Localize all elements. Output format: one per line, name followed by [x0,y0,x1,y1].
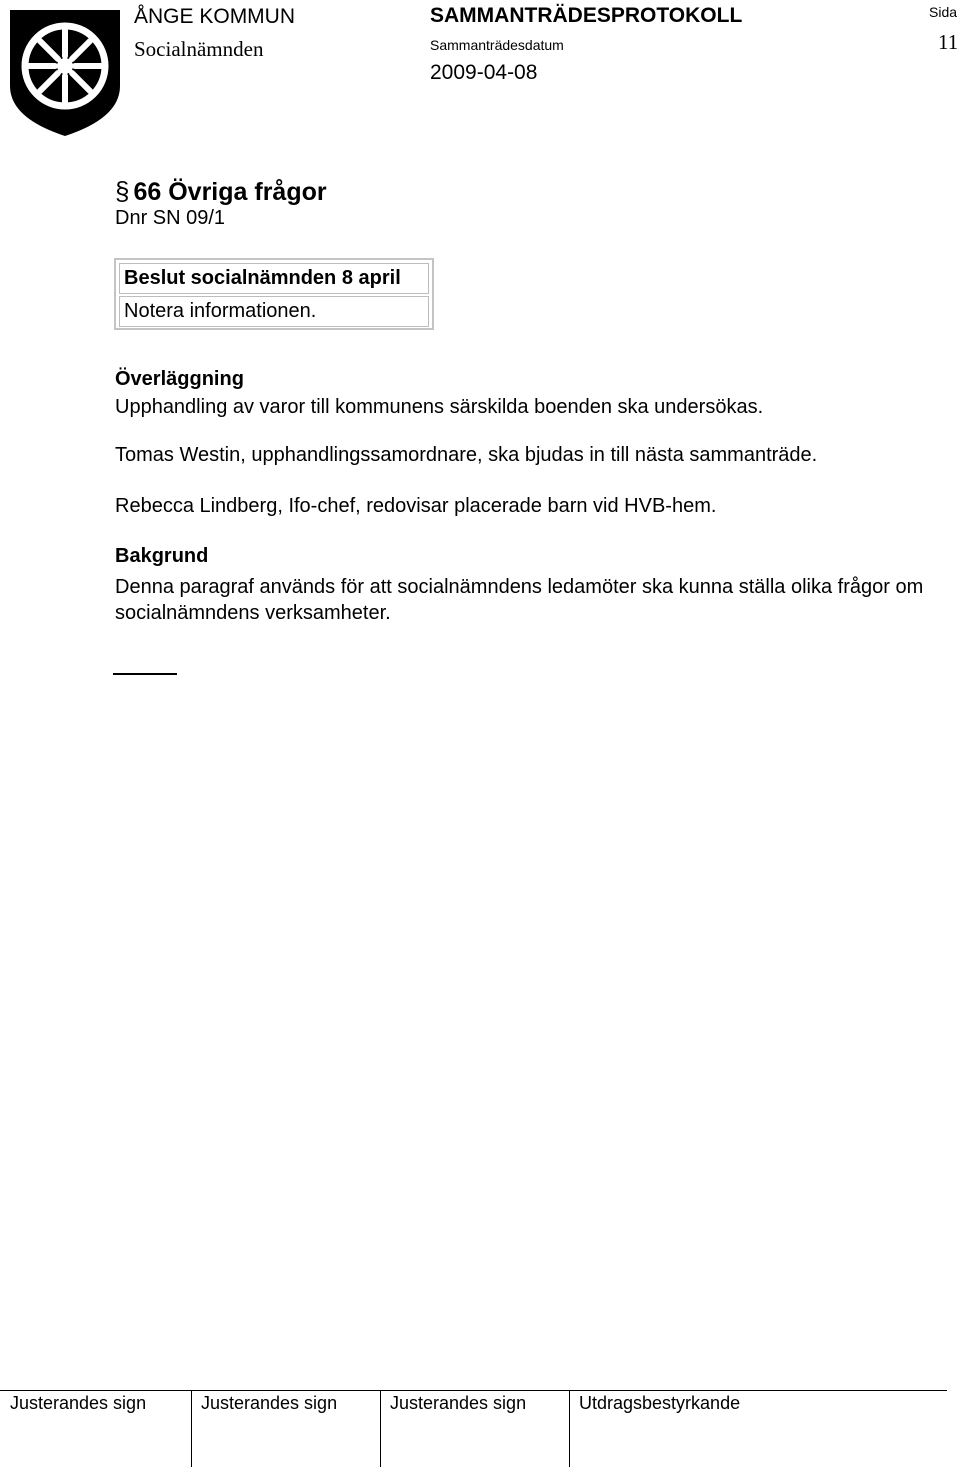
decision-box [114,258,434,330]
municipal-crest-wheel-icon [8,8,122,138]
footer-signature-label: Justerandes sign [390,1393,527,1413]
deliberation-paragraph: Tomas Westin, upphandlingssamordnare, ska bjudas in till nästa sammanträde. [115,444,818,466]
section-title: 66 Övriga frågor [133,178,327,206]
case-number: Dnr SN 09/1 [115,207,226,229]
footer-certification-cell [569,1391,947,1469]
footer-certification-label: Utdragsbestyrkande [579,1393,741,1413]
footer-signature-cell [0,1391,191,1469]
deliberation-paragraph: Rebecca Lindberg, Ifo-chef, redovisar placerade barn vid HVB-hem. [115,495,717,517]
page-number: 11 [938,30,959,54]
organization-name: ÅNGE KOMMUN [134,5,296,28]
footer-signature-cell [191,1391,380,1469]
department-name: Socialnämnden [134,37,264,61]
meeting-date-label: Sammanträdesdatum [430,37,564,53]
footer-divider [569,1391,570,1467]
meeting-date-value: 2009-04-08 [430,61,538,84]
section-heading [115,176,327,207]
signature-line [113,673,177,675]
footer-signature-label: Justerandes sign [10,1393,147,1413]
section-sign: § [115,176,130,206]
footer-signature-cell [380,1391,569,1469]
footer-signature-label: Justerandes sign [201,1393,338,1413]
background-heading: Bakgrund [115,545,209,567]
background-text: Denna paragraf används för att socialnämndens ledamöter ska kunna ställa olika frågor om socialnämndens verksamheter. [115,576,924,624]
decision-title: Beslut socialnämnden 8 april [119,263,429,294]
footer-divider [191,1391,192,1467]
deliberation-paragraph: Upphandling av varor till kommunens särskilda boenden ska undersökas. [115,396,764,418]
document-title: SAMMANTRÄDESPROTOKOLL [430,4,743,27]
deliberation-heading: Överläggning [115,368,244,390]
footer-divider [380,1391,381,1467]
decision-text: Notera informationen. [119,296,429,327]
page-label: Sida [929,4,958,20]
